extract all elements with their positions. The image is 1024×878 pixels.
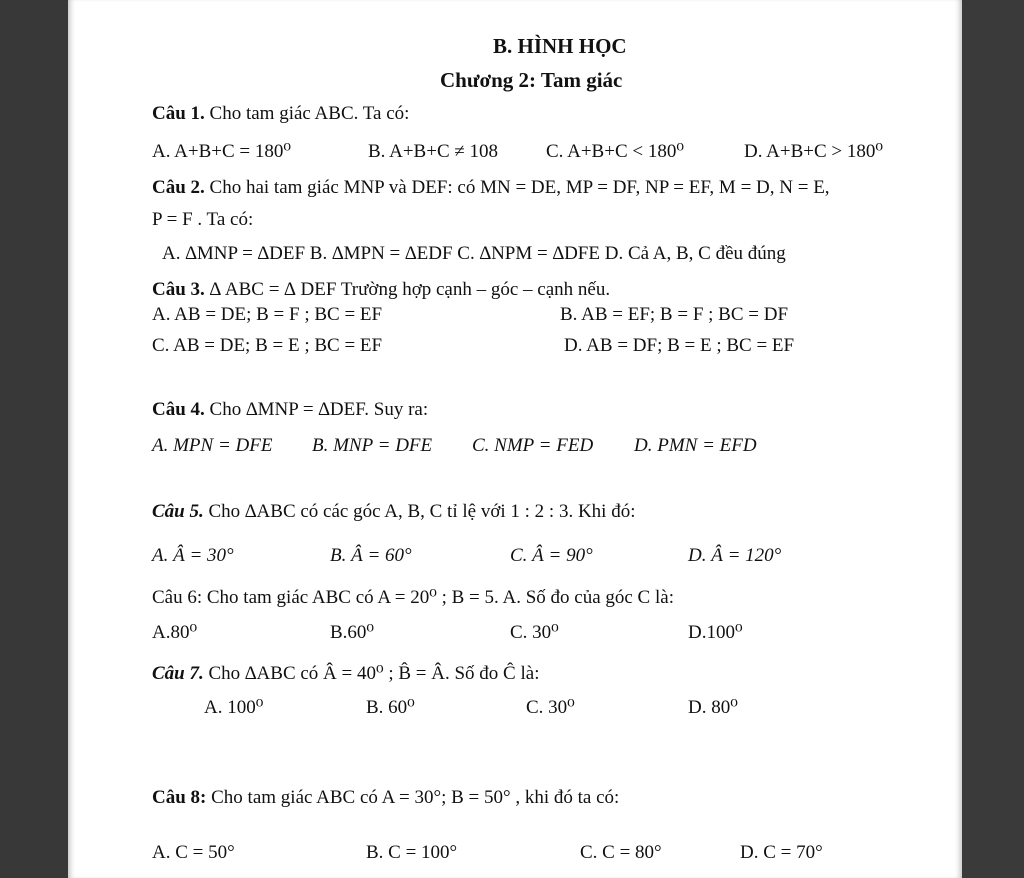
question-7	[152, 664, 539, 683]
question-8-text: Cho tam giác ABC có A = 30°; B = 50° , khi đó ta có:	[211, 787, 620, 808]
left-dark-margin	[0, 0, 68, 878]
q8-option-c: C. C = 80°	[580, 842, 662, 863]
q1-option-a: A. A+B+C = 180⁰	[152, 141, 292, 162]
question-4-label: Câu 4.	[152, 399, 205, 420]
question-2-text: Cho hai tam giác MNP và DEF: có MN = DE, MP = DF, NP = EF, M = D, N = E,	[209, 177, 830, 198]
question-7-text: Cho ∆ABC có Â = 40⁰ ; B̂ = Â. Số đo Ĉ là:	[208, 663, 540, 684]
section-heading: B. HÌNH HỌC	[493, 34, 627, 58]
q6-option-c: C. 30⁰	[510, 622, 559, 643]
q8-option-a: A. C = 50°	[152, 842, 235, 863]
q4-option-d: D. PMN = EFD	[634, 435, 757, 456]
q1-option-d: D. A+B+C > 180⁰	[744, 141, 884, 162]
q8-option-b: B. C = 100°	[366, 842, 458, 863]
question-4	[152, 400, 428, 419]
question-8-label: Câu 8:	[152, 787, 207, 808]
question-2-label: Câu 2.	[152, 177, 205, 198]
q6-option-b: B.60⁰	[330, 622, 375, 643]
question-5	[152, 502, 635, 521]
question-8	[152, 788, 619, 807]
question-3	[152, 280, 610, 299]
question-7-label: Câu 7.	[152, 663, 204, 684]
question-2-text-continued: P = F . Ta có:	[152, 209, 254, 230]
chapter-heading: Chương 2: Tam giác	[440, 68, 623, 92]
q1-option-b: B. A+B+C ≠ 108	[368, 141, 499, 162]
q7-option-b: B. 60⁰	[366, 697, 415, 718]
question-1	[152, 104, 409, 123]
q7-option-a: A. 100⁰	[204, 697, 264, 718]
q7-option-c: C. 30⁰	[526, 697, 575, 718]
q3-option-d: D. AB = DF; B = E ; BC = EF	[564, 335, 795, 356]
question-1-text: Cho tam giác ABC. Ta có:	[209, 103, 410, 124]
q3-option-c: C. AB = DE; B = E ; BC = EF	[152, 335, 383, 356]
q6-option-a: A.80⁰	[152, 622, 198, 643]
document-page	[68, 0, 962, 878]
q3-option-a: A. AB = DE; B = F ; BC = EF	[152, 304, 383, 325]
question-2	[152, 178, 830, 197]
q5-option-b: B. Â = 60°	[330, 545, 412, 566]
q5-option-c: C. Â = 90°	[510, 545, 593, 566]
q4-option-c: C. NMP = FED	[472, 435, 594, 456]
question-4-text: Cho ∆MNP = ∆DEF. Suy ra:	[209, 399, 429, 420]
q5-option-a: A. Â = 30°	[152, 545, 234, 566]
q1-option-c: C. A+B+C < 180⁰	[546, 141, 684, 162]
question-3-label: Câu 3.	[152, 279, 205, 300]
question-3-text: ∆ ABC = ∆ DEF Trường hợp cạnh – góc – cạnh nếu.	[209, 279, 611, 300]
question-5-label: Câu 5.	[152, 501, 204, 522]
q2-options: A. ∆MNP = ∆DEF B. ∆MPN = ∆EDF C. ∆NPM = ∆DFE D. Cả A, B, C đều đúng	[162, 243, 786, 264]
question-6-text: Câu 6: Cho tam giác ABC có A = 20⁰ ; B = 5. A. Số đo của góc C là:	[152, 587, 674, 608]
q8-option-d: D. C = 70°	[740, 842, 823, 863]
question-5-text: Cho ∆ABC có các góc A, B, C tỉ lệ với 1 : 2 : 3. Khi đó:	[208, 501, 636, 522]
question-1-label: Câu 1.	[152, 103, 205, 124]
right-dark-margin	[962, 0, 1024, 878]
q6-option-d: D.100⁰	[688, 622, 743, 643]
q7-option-d: D. 80⁰	[688, 697, 738, 718]
q3-option-b: B. AB = EF; B = F ; BC = DF	[560, 304, 789, 325]
q5-option-d: D. Â = 120°	[688, 545, 782, 566]
q4-option-b: B. MNP = DFE	[312, 435, 433, 456]
q4-option-a: A. MPN = DFE	[152, 435, 273, 456]
